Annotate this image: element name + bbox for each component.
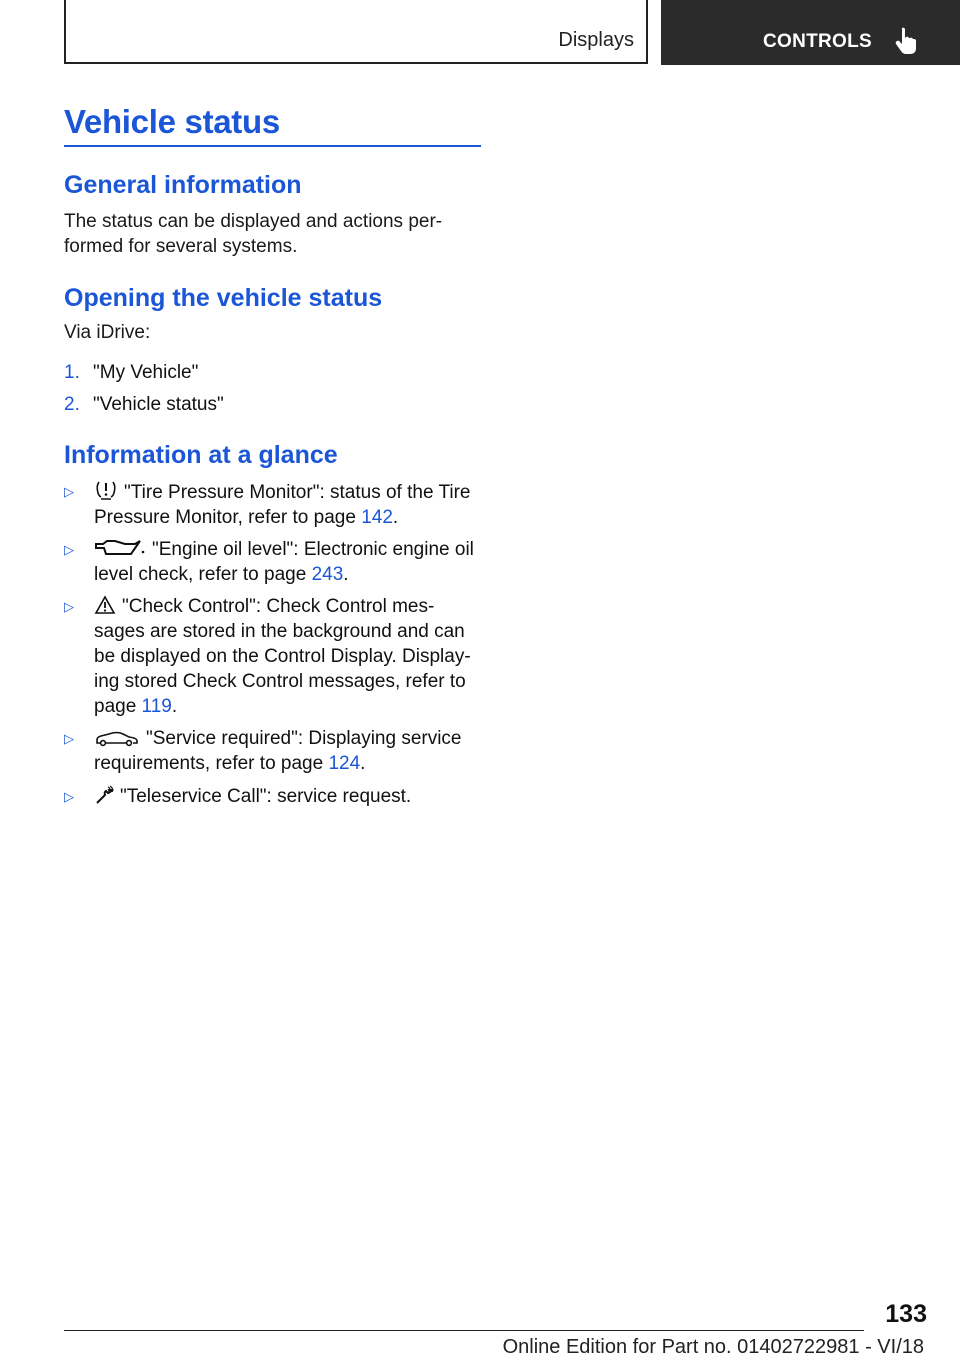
opening-intro: Via iDrive: [64,322,151,343]
wrench-signal-icon [94,785,114,805]
glance-text: "Engine oil level": Electronic engine oil level check, refer to page [94,539,474,585]
glance-text: "Check Control": Check Control mes- sages are stored in the background and can be displayed on the Control Display. Display- ing stored Check Control messages, refer to page [94,596,471,717]
step-number: 2. [64,394,80,415]
title-rule [64,145,481,147]
footer-rule [64,1330,864,1331]
bullet-triangle-icon: ▷ [64,484,74,499]
page-link[interactable]: 243 [311,564,344,585]
glance-text: "Teleservice Call": service request. [120,786,412,807]
step-number: 1. [64,362,80,383]
glance-text: "Tire Pressure Monitor": status of the Tire Pressure Monitor, refer to page [94,482,471,528]
page-link[interactable]: 124 [328,753,361,774]
header-chapter-title: CONTROLS [763,31,873,52]
header-chapter-tab [661,0,960,65]
bullet-triangle-icon: ▷ [64,542,74,557]
glance-text-end: . [171,696,178,717]
oil-can-icon [94,538,146,558]
page-number: 133 [885,1300,927,1328]
bullet-triangle-icon: ▷ [64,599,74,614]
step-text: "Vehicle status" [93,394,224,415]
car-service-icon [94,729,140,747]
header-section-title: Displays [558,29,634,51]
bullet-triangle-icon: ▷ [64,789,74,804]
general-text: The status can be displayed and actions per- formed for several systems. [64,211,443,257]
bullet-triangle-icon: ▷ [64,731,74,746]
page-link[interactable]: 142 [361,507,393,528]
warning-triangle-icon [94,595,116,615]
step-text: "My Vehicle" [93,362,199,383]
footer-edition: Online Edition for Part no. 01402722981 - VI/18 [502,1336,924,1358]
glance-text-end: . [343,564,349,585]
glance-heading: Information at a glance [64,441,338,469]
opening-heading: Opening the vehicle status [64,284,383,312]
glance-text-end: . [392,507,399,528]
tire-pressure-icon [94,479,118,501]
glance-text: "Service required": Displaying service requirements, refer to page [94,728,462,774]
page-link[interactable]: 119 [141,696,172,717]
pointing-hand-icon [894,26,918,54]
header-section-tab [64,0,648,64]
glance-text-end: . [360,753,366,774]
general-heading: General information [64,171,302,199]
page-title: Vehicle status [64,103,280,140]
